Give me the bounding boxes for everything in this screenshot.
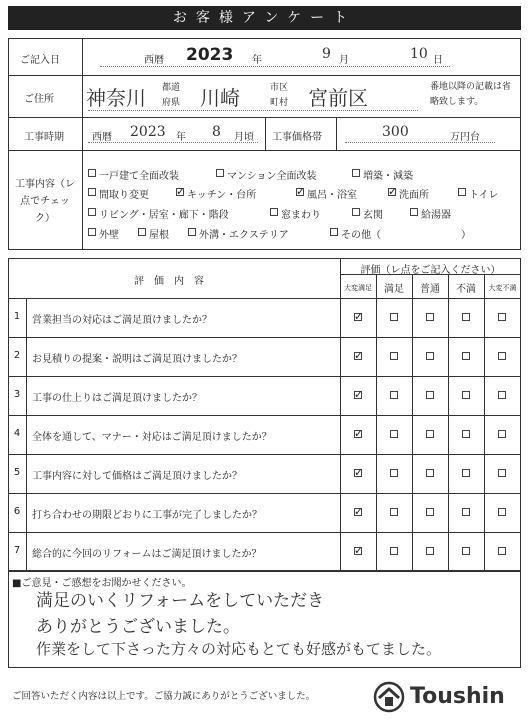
rating-checkbox[interactable] <box>390 352 398 360</box>
rating-checkbox[interactable] <box>426 313 434 321</box>
rating-checkbox[interactable] <box>354 427 364 440</box>
option-checkbox[interactable] <box>88 228 96 236</box>
option-checkbox[interactable] <box>352 208 360 216</box>
question-number: 3 <box>13 389 21 400</box>
date-year-unit: 年 <box>252 55 262 66</box>
option-label: キッチン・台所 <box>187 190 257 201</box>
rating-checkbox[interactable] <box>498 547 506 555</box>
question-text: 打ち合わせの期限どおりに工事が完了しましたか？ <box>32 510 262 521</box>
question-text: 工事内容に対して価格はご満足頂けましたか？ <box>32 471 242 482</box>
rating-checkbox[interactable] <box>498 430 506 438</box>
rating-checkbox[interactable] <box>462 547 470 555</box>
divider <box>8 150 521 151</box>
rating-checkbox[interactable] <box>462 469 470 477</box>
rating-checkbox[interactable] <box>498 391 506 399</box>
option-label: その他（ ） <box>341 230 471 241</box>
option-label: 屋根 <box>149 230 169 241</box>
rating-header: 評価（レ点をご記入ください） <box>360 265 501 276</box>
rating-checkbox[interactable] <box>390 508 398 516</box>
date-era: 西暦 <box>144 55 164 66</box>
footer-note: ご回答いただく内容は以上です。ご協力誠にありがとうございました。 <box>12 691 316 702</box>
question-number: 4 <box>13 428 21 439</box>
divider <box>8 415 521 416</box>
rating-checkbox[interactable] <box>426 547 434 555</box>
question-number: 1 <box>13 311 21 322</box>
period-era: 西暦 <box>92 132 112 143</box>
question-text: 全体を通して、マナー・対応はご満足頂けましたか？ <box>32 432 272 443</box>
content-label: 工事内容（レ点でチェック） <box>15 179 75 224</box>
period-label: 工事時期 <box>24 132 64 143</box>
option-checkbox[interactable] <box>138 228 146 236</box>
rating-checkbox[interactable] <box>426 508 434 516</box>
date-day[interactable]: 10 <box>410 46 428 62</box>
rating-checkbox[interactable] <box>354 388 364 401</box>
check-mark-icon: ✓ <box>176 185 186 198</box>
rating-checkbox[interactable] <box>462 391 470 399</box>
address-label: ご住所 <box>24 94 54 105</box>
divider <box>8 493 521 494</box>
comment-line-3[interactable]: 作業をして下さった方々の対応もとても好感がもてました。 <box>36 640 442 658</box>
divider <box>265 117 266 150</box>
rating-checkbox[interactable] <box>390 391 398 399</box>
option-checkbox[interactable] <box>410 208 418 216</box>
option-checkbox[interactable] <box>458 188 466 196</box>
divider <box>8 376 521 377</box>
check-mark-icon: ✓ <box>354 388 364 401</box>
option-checkbox[interactable] <box>216 169 224 177</box>
check-mark-icon: ✓ <box>296 185 306 198</box>
option-checkbox[interactable] <box>176 185 186 198</box>
rating-checkbox[interactable] <box>390 430 398 438</box>
toushin-logo-text: Toushin <box>410 684 505 709</box>
rating-dissatisfied: 不満 <box>456 284 476 295</box>
date-day-unit: 日 <box>433 55 443 66</box>
divider <box>82 38 83 250</box>
divider <box>8 298 521 299</box>
rating-checkbox[interactable] <box>426 391 434 399</box>
rating-very-dissatisfied: 大変不満 <box>488 284 517 292</box>
question-number: 5 <box>13 467 21 478</box>
divider <box>336 117 337 150</box>
rating-checkbox[interactable] <box>498 469 506 477</box>
divider <box>8 337 521 338</box>
option-checkbox[interactable] <box>88 188 96 196</box>
period-year-unit: 年 <box>176 132 186 143</box>
question-number: 2 <box>13 350 21 361</box>
divider <box>484 274 485 571</box>
option-label: 外溝・エクステリア <box>199 230 289 241</box>
option-checkbox[interactable] <box>388 185 398 198</box>
date-year[interactable]: 2023 <box>186 45 234 65</box>
rating-checkbox[interactable] <box>426 469 434 477</box>
question-number: 7 <box>13 545 21 556</box>
city-suffix-top: 市区 <box>270 83 289 93</box>
underline <box>88 142 258 143</box>
underline <box>100 66 450 67</box>
address-city[interactable]: 川崎 <box>200 86 240 110</box>
divider <box>8 532 521 533</box>
option-label: マンション全面改装 <box>227 171 317 182</box>
rating-checkbox[interactable] <box>354 505 364 518</box>
rating-checkbox[interactable] <box>462 313 470 321</box>
rating-checkbox[interactable] <box>354 310 364 323</box>
address-note: 番地以降の記載は省略致します。 <box>430 82 512 107</box>
underline <box>88 110 418 111</box>
period-year[interactable]: 2023 <box>130 124 166 140</box>
date-label: ご記入日 <box>20 55 60 66</box>
rating-checkbox[interactable] <box>390 469 398 477</box>
option-label: 一戸建て全面改装 <box>99 171 179 182</box>
survey-title: お客様アンケート <box>8 6 521 30</box>
option-checkbox[interactable] <box>88 169 96 177</box>
question-text: 工事の仕上りはご満足頂けましたか？ <box>32 393 202 404</box>
divider <box>26 298 27 571</box>
option-label: 玄関 <box>363 210 383 221</box>
question-text: 総合的に今回のリフォームはご満足頂けましたか？ <box>32 549 262 560</box>
option-checkbox[interactable] <box>188 228 196 236</box>
pref-suffix-top: 都道 <box>162 83 181 93</box>
check-mark-icon: ✓ <box>354 544 364 557</box>
option-checkbox[interactable] <box>270 208 278 216</box>
comment-line-2[interactable]: ありがとうございました。 <box>36 617 240 637</box>
question-number: 6 <box>13 506 21 517</box>
option-label: リビング・居室・廊下・階段 <box>99 210 229 221</box>
comments-label: ■ご意見・ご感想をお聞かせください。 <box>12 578 192 589</box>
rating-checkbox[interactable] <box>354 466 364 479</box>
option-checkbox[interactable] <box>296 185 306 198</box>
city-suffix-bottom: 町村 <box>270 98 289 108</box>
rating-checkbox[interactable] <box>426 352 434 360</box>
option-label: 増築・減築 <box>363 171 413 182</box>
divider <box>448 274 449 571</box>
divider <box>412 274 413 571</box>
option-label: 給湯器 <box>421 210 451 221</box>
period-month[interactable]: 8 <box>212 124 221 140</box>
check-mark-icon: ✓ <box>354 466 364 479</box>
rating-checkbox[interactable] <box>390 547 398 555</box>
rating-checkbox[interactable] <box>498 508 506 516</box>
divider <box>8 75 521 76</box>
question-text: 営業担当の対応はご満足頂けましたか？ <box>32 315 212 326</box>
date-month[interactable]: 9 <box>322 46 331 62</box>
rating-checkbox[interactable] <box>462 430 470 438</box>
item-header: 評価内容 <box>134 276 214 287</box>
check-mark-icon: ✓ <box>388 185 398 198</box>
check-mark-icon: ✓ <box>354 349 364 362</box>
address-ward[interactable]: 宮前区 <box>308 86 368 110</box>
question-text: お見積りの提案・説明はご満足頂けましたか？ <box>32 354 242 365</box>
period-month-unit: 月頃 <box>234 132 254 143</box>
option-checkbox[interactable] <box>352 169 360 177</box>
check-mark-icon: ✓ <box>354 427 364 440</box>
option-label: 窓まわり <box>281 210 321 221</box>
option-label: 風呂・浴室 <box>307 190 357 201</box>
divider <box>376 274 377 571</box>
option-label: 間取り変更 <box>99 190 149 201</box>
option-label: 洗面所 <box>399 190 429 201</box>
check-mark-icon: ✓ <box>354 310 364 323</box>
rating-checkbox[interactable] <box>354 349 364 362</box>
price-label: 工事価格帯 <box>272 132 322 143</box>
rating-checkbox[interactable] <box>354 544 364 557</box>
rating-very-satisfied: 大変満足 <box>344 284 372 292</box>
option-label: 外壁 <box>99 230 119 241</box>
comment-line-1[interactable]: 満足のいくリフォームをしていただき <box>36 591 325 611</box>
rating-neutral: 普通 <box>420 284 440 295</box>
toushin-logo-icon <box>373 681 405 713</box>
check-mark-icon: ✓ <box>354 505 364 518</box>
rating-checkbox[interactable] <box>498 313 506 321</box>
option-label: トイレ <box>469 190 499 201</box>
option-checkbox[interactable] <box>88 208 96 216</box>
price-value[interactable]: 300 <box>382 124 409 140</box>
rating-satisfied: 満足 <box>384 284 404 295</box>
price-unit: 万円台 <box>450 132 480 143</box>
rating-checkbox[interactable] <box>462 352 470 360</box>
address-prefecture[interactable]: 神奈川 <box>86 86 146 110</box>
rating-checkbox[interactable] <box>390 313 398 321</box>
divider <box>8 454 521 455</box>
pref-suffix-bottom: 府県 <box>162 98 181 108</box>
rating-checkbox[interactable] <box>426 430 434 438</box>
date-month-unit: 月 <box>339 55 349 66</box>
rating-checkbox[interactable] <box>498 352 506 360</box>
rating-checkbox[interactable] <box>462 508 470 516</box>
option-checkbox[interactable] <box>330 228 338 236</box>
underline <box>345 142 495 143</box>
